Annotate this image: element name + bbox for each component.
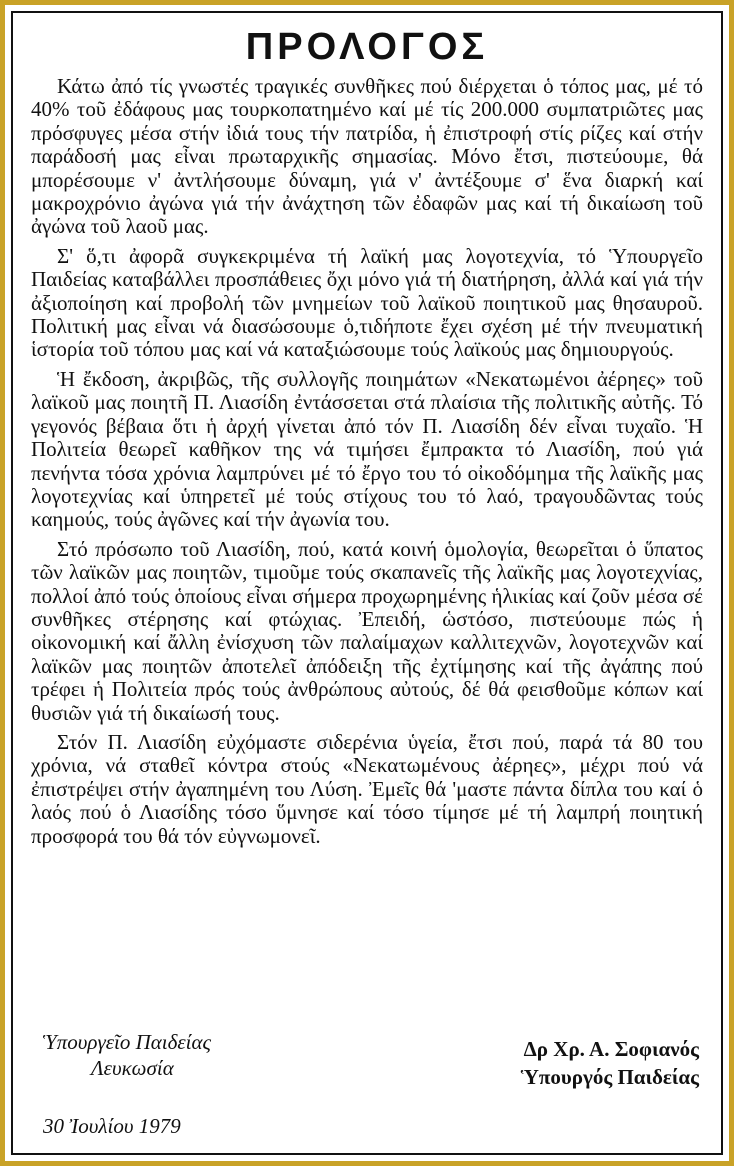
- paragraph-2: Σ' ὅ,τι ἀφορᾶ συγκεκριμένα τή λαϊκή μας λογοτεχνία, τό Ὑπουργεῖο Παιδείας καταβάλλει προσπάθειες ὄχι μόνο γιά τή διατήρηση, ἀλλά καί γιά τήν ἀξιοποίηση καί προβολή τῶν μνημείων τοῦ λαϊκοῦ ποιητικοῦ μας θησαυροῦ. Πολιτική μας εἶναι νά διασώσουμε ὁ,τιδήποτε ἔχει σχέση μέ τήν πνευματική ἱστορία τοῦ τόπου μας καί νά καταξιώσουμε τούς λαϊκούς μας δημιουργούς.: [31, 243, 703, 362]
- page-title: ΠΡΟΛΟΓΟΣ: [245, 26, 489, 68]
- paragraph-5: Στόν Π. Λιασίδη εὐχόμαστε σιδερένια ὑγεία, ἔτσι πού, παρά τά 80 του χρόνια, νά σταθεῖ κόντρα στούς «Νεκατωμένους ἀέρηες», μέχρι πού νά ἐπιστρέψει στήν ἀγαπημένη του Λύση. Ἐμεῖς θά 'μαστε πάντα δίπλα του καί ὁ λαός πού ὁ Λιασίδης τόσο ὕμνησε καί τόσο τίμησε μέ τή λαμπρή ποιητική προσφορά του θά τόν εὐγνωμονεῖ.: [31, 729, 703, 848]
- page-inner-border: [11, 11, 723, 1155]
- signatory-name: Δρ Χρ. Α. Σοφιανός: [523, 1037, 699, 1061]
- signatory-title: Ὑπουργός Παιδείας: [520, 1065, 699, 1089]
- body-text: [31, 75, 703, 854]
- document-date: 30 Ἰουλίου 1979: [43, 1114, 181, 1138]
- paragraph-4: Στό πρόσωπο τοῦ Λιασίδη, πού, κατά κοινή ὁμολογία, θεωρεῖται ὁ ὕπατος τῶν λαϊκῶν μας ποιητῶν, τιμοῦμε τούς σκαπανεῖς τῆς λαϊκῆς μας λογοτεχνίας, πολλοί ἀπό τούς ὁποίους εἶναι σήμερα προχωρημένης ἡλικίας καί ζοῦν μέσα σέ συνθῆκες στέρησης καί φτώχιας. Ἐπειδή, ὡστόσο, πιστεύουμε πώς ἡ οἰκονομική καί ἄλλη ἐνίσχυση τῶν παλαίμαχων καλλιτεχνῶν, λογοτεχνῶν καί λαϊκῶν μας ποιητῶν ἀποτελεῖ ἀπόδειξη τῆς ἐχτίμησης καί τῆς ἀγάπης πού τρέφει ἡ Πολιτεία πρός τούς ἀνθρώπους αὐτούς, δέ θά φεισθοῦμε κόπων καί θυσιῶν γιά τή δικαίωσή τους.: [31, 536, 703, 725]
- paragraph-3: Ἡ ἔκδοση, ἀκριβῶς, τῆς συλλογῆς ποιημάτων «Νεκατωμένοι ἀέρηες» τοῦ λαϊκοῦ μας ποιητῆ Π. Λιασίδη ἐντάσσεται στά πλαίσια τῆς πολιτικῆς αὐτῆς. Τό γεγονός βέβαια ὅτι ἡ ἀρχή γίνεται ἀπό τόν Π. Λιασίδη δέν εἶναι τυχαῖο. Ἡ Πολιτεία θεωρεῖ καθῆκον της νά τιμήσει ἔμπρακτα τό Λιασίδη, πού γιά πενήντα τόσα χρόνια λαμπρύνει μέ τό ἔργο του τό οἰκοδόμημα τῆς λαϊκῆς μας λογοτεχνίας καί ὑπηρετεῖ μέ τούς στίχους του τό λαό, τραγουδῶντας τούς καημούς, τούς ἀγῶνες καί τήν ἀγωνία του.: [31, 366, 703, 532]
- issuer-city: Λευκωσία: [91, 1056, 174, 1080]
- signature-signatory: [521, 1035, 699, 1091]
- signature-issuer: [43, 1029, 211, 1081]
- paragraph-1: Κάτω ἀπό τίς γνωστές τραγικές συνθῆκες πού διέρχεται ὁ τόπος μας, μέ τό 40% τοῦ ἐδάφους μας τουρκοπατημένο καί μέ τίς 200.000 συμπατριῶτες μας πρόσφυγες μέσα στήν ἰδιά τους τήν πατρίδα, ἡ ἐπιστροφή στίς ρίζες καί στήν παράδοσή μας εἶναι πρωταρχικῆς σημασίας. Μόνο ἔτσι, πιστεύουμε, θά μπορέσουμε ν' ἀντλήσουμε δύναμη, γιά ν' ἀντέξουμε σ' ἕνα διαρκή καί μακροχρόνιο ἀγώνα γιά τήν ἀνάχτηση τῶν ἐδαφῶν μας καί τή δικαίωση τοῦ ἀγώνα τοῦ λαοῦ μας.: [31, 74, 703, 239]
- issuer-ministry: Ὑπουργεῖο Παιδείας: [43, 1030, 212, 1054]
